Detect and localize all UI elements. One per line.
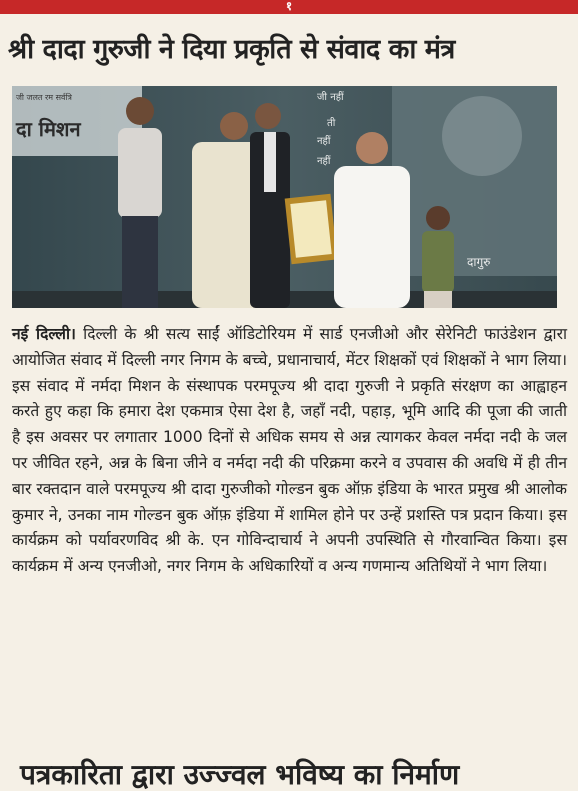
article-photo xyxy=(12,86,557,308)
article-body xyxy=(12,322,567,580)
banner-right-line-4: नहीं xyxy=(317,156,331,167)
person-dark-suit xyxy=(250,103,290,308)
article-headline: श्री दादा गुरुजी ने दिया प्रकृति से संवाद का मंत्र xyxy=(8,34,455,65)
banner-left-text: दा मिशन xyxy=(16,117,81,141)
person-young-man xyxy=(118,97,162,308)
banner-right-bottom-text: दागुरु xyxy=(467,255,491,269)
banner-right-line-2: ती xyxy=(327,118,336,129)
article-text: दिल्ली के श्री सत्य साईं ऑडिटोरियम में सार्ड एनजीओ और सेरेनिटी फाउंडेशन द्वारा आयोजित संवाद में दिल्ली नगर निगम के बच्चे, प्रधानाचार्य, मेंटर शिक्षकों एवं शिक्षकों ने भाग लिया। इस संवाद में नर्मदा मिशन के संस्थापक परमपूज्य श्री दादा गुरुजी ने प्रकृति संरक्षण का आह्वाहन करते हुए कहा कि हमारा देश एकमात्र ऐसा देश है, जहाँ नदी, पहाड़, भूमि आदि की पूजा की जाती है इस अवसर पर लगातार 1000 दिनों से अधिक समय से अन्न त्यागकर केवल नर्मदा नदी के जल पर जीवित रहने, अन्न के बिना जीने व नर्मदा नदी की परिक्रमा करने व उपवास की अवधि में ही तीन बार रक्तदान वाले परमपूज्य श्री दादा गुरुजीको गोल्डन बुक ऑफ़ इंडिया के भारत प्रमुख श्री आलोक कुमार ने, उनका नाम गोल्डन बुक ऑफ़ इंडिया में शामिल होने पर उन्हें प्रशस्ति पत्र प्रदान किया। इस कार्यक्रम को पर्यावरणविद श्री के. एन गोविन्दाचार्य ने अपनी उपस्थिति से गौरवान्वित किया। इस कार्यक्रम में अन्य एनजीओ, नगर निगम के अधिकारियों व अन्य गणमान्य अतिथियों ने भाग लिया। xyxy=(12,325,567,576)
next-article-headline: पत्रकारिता द्वारा उज्ज्वल भविष्य का निर्माण xyxy=(20,758,460,791)
banner-right-line-1: जी नहीं xyxy=(317,92,344,103)
page-number-badge: १ xyxy=(285,0,293,13)
person-young-girl xyxy=(422,206,454,308)
article-dateline: नई दिल्ली। xyxy=(12,325,76,343)
banner-right-line-3: नहीं xyxy=(317,136,331,147)
banner-left-top-text: जी जलत रम सर्वत्रि xyxy=(16,93,72,102)
certificate-frame xyxy=(285,194,338,264)
